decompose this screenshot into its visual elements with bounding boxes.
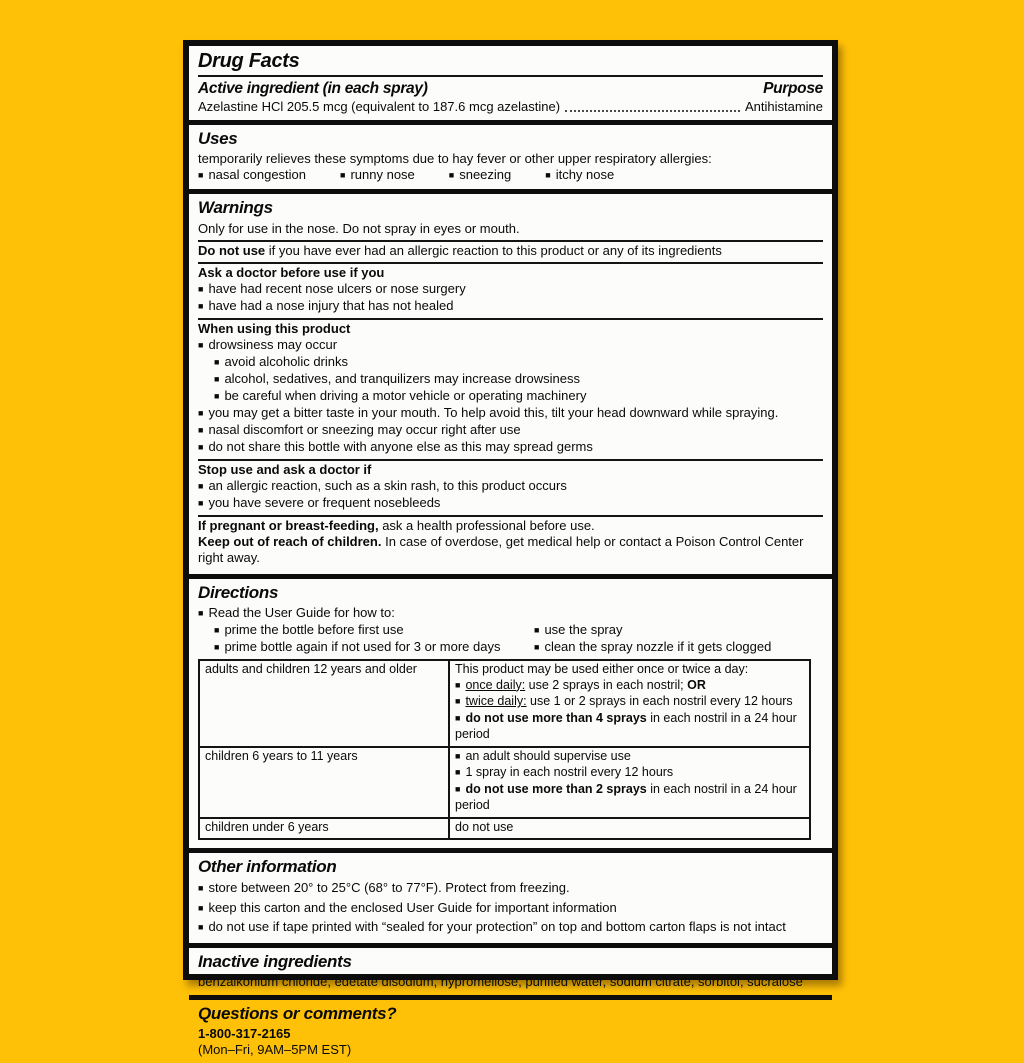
bullet-icon: ■ bbox=[198, 902, 204, 913]
bullet-icon: ■ bbox=[198, 442, 204, 452]
dosage-age-group: adults and children 12 years and older bbox=[199, 660, 449, 747]
bullet-icon: ■ bbox=[198, 408, 204, 418]
dosage-age-group: children 6 years to 11 years bbox=[199, 747, 449, 818]
warnings-heading: Warnings bbox=[198, 198, 273, 217]
bullet-icon: ■ bbox=[214, 357, 220, 367]
ask-doctor-item: ■ have had a nose injury that has not healed bbox=[198, 298, 454, 313]
bullet-icon: ■ bbox=[214, 625, 220, 635]
section-directions bbox=[189, 574, 832, 848]
stop-use-heading: Stop use and ask a doctor if bbox=[198, 462, 372, 477]
bullet-icon: ■ bbox=[198, 340, 204, 350]
stop-use-item: ■ you have severe or frequent nosebleeds bbox=[198, 495, 441, 510]
guide-item: ■ prime bottle again if not used for 3 or more days bbox=[214, 639, 501, 654]
bullet-icon: ■ bbox=[198, 301, 204, 311]
dosage-row-children-6-11 bbox=[199, 747, 810, 818]
warnings-ask-doctor bbox=[198, 264, 823, 320]
questions-heading: Questions or comments? bbox=[198, 1003, 397, 1023]
bullet-icon: ■ bbox=[198, 425, 204, 435]
dosage-row-children-under-6 bbox=[199, 818, 810, 840]
read-user-guide-item: ■ Read the User Guide for how to: bbox=[198, 605, 395, 620]
bullet-icon: ■ bbox=[455, 750, 461, 761]
section-questions bbox=[189, 995, 832, 1063]
bullet-icon: ■ bbox=[455, 712, 461, 723]
when-using-subitem: ■ be careful when driving a motor vehicle or operating machinery bbox=[214, 388, 587, 403]
when-using-subitem: ■ avoid alcoholic drinks bbox=[214, 354, 349, 369]
drug-facts-title: Drug Facts bbox=[198, 50, 300, 72]
dosage-instructions bbox=[449, 660, 810, 747]
when-using-item: ■ you may get a bitter taste in your mouth. To help avoid this, tilt your head downward while spraying. bbox=[198, 405, 779, 420]
dosage-instructions bbox=[449, 747, 810, 818]
section-title-active bbox=[189, 46, 832, 120]
bullet-icon: ■ bbox=[198, 498, 204, 508]
dosage-item: ■ an adult should supervise use bbox=[455, 748, 631, 763]
dosage-table bbox=[198, 659, 811, 840]
dosage-intro: This product may be used either once or twice a day: bbox=[455, 662, 749, 676]
bullet-icon: ■ bbox=[214, 642, 220, 652]
dotted-leader bbox=[565, 110, 740, 112]
bullet-icon: ■ bbox=[198, 284, 204, 294]
active-ingredient-name: Azelastine HCl 205.5 mcg (equivalent to 187.6 mcg azelastine) bbox=[198, 99, 561, 114]
warnings-do-not-use: Do not use if you have ever had an allergic reaction to this product or any of its ingredients bbox=[198, 242, 823, 264]
uses-heading: Uses bbox=[198, 129, 238, 148]
active-ingredient-row bbox=[198, 98, 823, 115]
uses-symptom: ■ itchy nose bbox=[545, 167, 615, 182]
section-other-information bbox=[189, 848, 832, 943]
bullet-icon: ■ bbox=[198, 922, 204, 932]
when-using-subitem: ■ alcohol, sedatives, and tranquilizers may increase drowsiness bbox=[214, 371, 580, 386]
phone-hours: (Mon–Fri, 9AM–5PM EST) bbox=[198, 1041, 352, 1057]
when-using-item: ■ drowsiness may occur bbox=[198, 337, 338, 352]
guide-item: ■ use the spray bbox=[534, 622, 623, 637]
dosage-item: ■ do not use more than 4 sprays in each nostril in a 24 hour period bbox=[455, 710, 797, 741]
bullet-icon: ■ bbox=[198, 608, 204, 618]
section-warnings bbox=[189, 189, 832, 574]
other-info-item: ■ keep this carton and the enclosed User Guide for important information bbox=[198, 899, 617, 915]
drug-facts-label bbox=[183, 40, 838, 1057]
dosage-row-adults bbox=[199, 660, 810, 747]
section-uses bbox=[189, 120, 832, 189]
when-using-item: ■ do not share this bottle with anyone else as this may spread germs bbox=[198, 439, 593, 454]
active-ingredient-purpose: Antihistamine bbox=[744, 99, 823, 114]
ask-doctor-heading: Ask a doctor before use if you bbox=[198, 265, 385, 280]
dosage-item: ■ 1 spray in each nostril every 12 hours bbox=[455, 765, 674, 779]
bullet-icon: ■ bbox=[214, 374, 220, 384]
do-not-use-label: Do not use bbox=[198, 243, 266, 258]
bullet-icon: ■ bbox=[214, 391, 220, 401]
keep-out-label: Keep out of reach of children. bbox=[198, 534, 382, 549]
bullet-icon: ■ bbox=[198, 170, 204, 180]
directions-heading: Directions bbox=[198, 583, 279, 602]
dosage-age-group: children under 6 years bbox=[199, 818, 449, 840]
bullet-icon: ■ bbox=[534, 642, 540, 652]
uses-symptom: ■ sneezing bbox=[448, 167, 512, 182]
when-using-item: ■ nasal discomfort or sneezing may occur right after use bbox=[198, 422, 521, 437]
uses-intro: temporarily relieves these symptoms due to hay fever or other upper respiratory allergies: bbox=[198, 151, 712, 166]
bullet-icon: ■ bbox=[534, 625, 540, 635]
other-information-heading: Other information bbox=[198, 857, 337, 876]
bullet-icon: ■ bbox=[198, 481, 204, 491]
warnings-when-using bbox=[198, 320, 823, 461]
bullet-icon: ■ bbox=[455, 696, 461, 706]
bullet-icon: ■ bbox=[198, 883, 204, 893]
other-info-item: ■ store between 20° to 25°C (68° to 77°F). Protect from freezing. bbox=[198, 880, 570, 895]
guide-item: ■ prime the bottle before first use bbox=[214, 622, 404, 637]
inactive-ingredients-heading: Inactive ingredients bbox=[198, 951, 352, 971]
bullet-icon: ■ bbox=[448, 170, 455, 180]
stop-use-item: ■ an allergic reaction, such as a skin rash, to this product occurs bbox=[198, 478, 567, 493]
other-info-item: ■ do not use if tape printed with “sealed for your protection” on top and bottom carton flaps is not intact bbox=[198, 919, 786, 934]
bullet-icon: ■ bbox=[455, 767, 461, 777]
purpose-heading: Purpose bbox=[763, 80, 823, 97]
dosage-instructions: do not use bbox=[449, 818, 810, 840]
dosage-item: ■ twice daily: use 1 or 2 sprays in each nostril every 12 hours bbox=[455, 694, 793, 708]
warnings-pregnancy-children: If pregnant or breast-feeding, ask a health professional before use. Keep out of reach of children. In case of overdose, get medical help or contact a Poison Control Center right away. bbox=[198, 518, 804, 565]
dosage-item: ■ once daily: use 2 sprays in each nostril; OR bbox=[455, 677, 706, 692]
phone-number: 1-800-317-2165 bbox=[198, 1025, 291, 1041]
warnings-stop-use bbox=[198, 461, 823, 517]
bullet-icon: ■ bbox=[340, 170, 346, 180]
bullet-icon: ■ bbox=[455, 783, 461, 794]
active-ingredient-heading: Active ingredient (in each spray) bbox=[198, 80, 428, 97]
title-divider bbox=[198, 75, 823, 77]
uses-symptom: ■ nasal congestion bbox=[198, 167, 307, 182]
when-using-heading: When using this product bbox=[198, 321, 351, 336]
warnings-nose-only: Only for use in the nose. Do not spray in eyes or mouth. bbox=[198, 220, 823, 242]
bullet-icon: ■ bbox=[455, 679, 461, 690]
dosage-item: ■ do not use more than 2 sprays in each nostril in a 24 hour period bbox=[455, 781, 797, 812]
bullet-icon: ■ bbox=[545, 170, 551, 180]
uses-symptom: ■ runny nose bbox=[340, 167, 415, 182]
ask-doctor-item: ■ have had recent nose ulcers or nose surgery bbox=[198, 281, 466, 296]
pregnant-label: If pregnant or breast-feeding, bbox=[198, 518, 379, 533]
guide-item: ■ clean the spray nozzle if it gets clogged bbox=[534, 639, 772, 654]
section-inactive-ingredients bbox=[189, 943, 832, 995]
inactive-ingredients-list: benzalkonium chloride, edetate disodium, hypromellose, purified water, sodium citrate, sorbitol, sucralose bbox=[198, 973, 803, 989]
uses-symptoms bbox=[198, 167, 823, 184]
user-guide-items bbox=[198, 622, 823, 656]
